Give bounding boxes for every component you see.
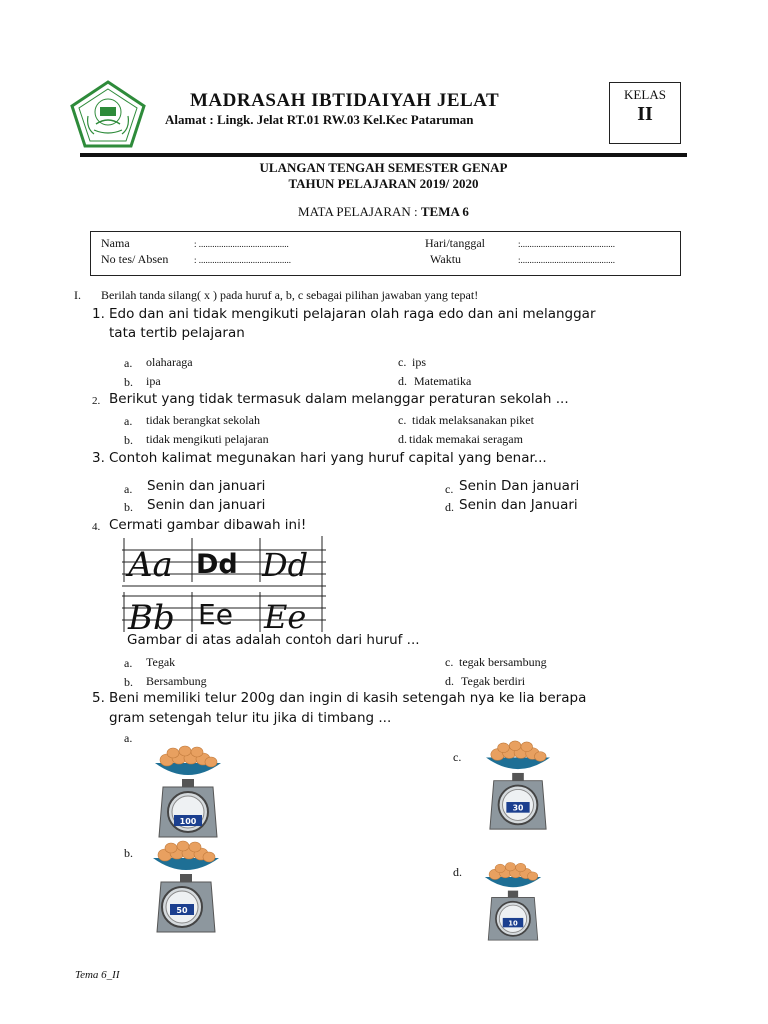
question-4-text-cont: Gambar di atas adalah contoh dari huruf ... [127, 632, 420, 648]
egg-scale-10-icon [478, 858, 548, 948]
q3-option-d-text: Senin dan Januari [459, 497, 578, 513]
question-5-number: 5. [92, 690, 105, 706]
egg-scale-50-icon [145, 840, 227, 937]
test-number-field[interactable]: : ......................................... [194, 255, 292, 265]
q4-option-d-text: Tegak berdiri [461, 674, 526, 688]
letter-dd-cursive: Dd [262, 546, 309, 584]
q4-option-d-letter[interactable]: d. [445, 674, 454, 688]
time-label: Waktu [430, 252, 462, 266]
subject-label: MATA PELAJARAN : [298, 204, 421, 219]
q1-option-b-text: ipa [146, 374, 161, 388]
name-label: Nama [101, 236, 130, 250]
q1-option-a-letter[interactable]: a. [124, 356, 133, 370]
section-instruction: Berilah tanda silang( x ) pada huruf a, b, c sebagai pilihan jawaban yang tepat! [101, 288, 479, 302]
class-value: II [637, 103, 653, 125]
name-field[interactable]: : ........................................ [194, 239, 289, 249]
q1-option-c-text: ips [412, 355, 427, 369]
exam-title-line2: TAHUN PELAJARAN 2019/ 2020 [288, 176, 479, 191]
time-field[interactable]: :.......................................... [518, 255, 616, 265]
scale-c-value: 30 [512, 803, 524, 813]
q4-option-c-text: tegak bersambung [459, 655, 547, 669]
question-5-text-cont: gram setengah telur itu jika di timbang ... [109, 710, 392, 726]
class-box [609, 82, 681, 144]
section-number: I. [74, 288, 81, 302]
q1-option-a-text: olaharaga [146, 355, 193, 369]
egg-scale-30-icon [478, 740, 558, 834]
q5-option-d-letter[interactable]: d. [453, 865, 462, 879]
scale-b-value: 50 [176, 906, 188, 915]
question-5-text: Beni memiliki telur 200g dan ingin di kasih setengah nya ke lia berapa [109, 690, 587, 706]
q2-option-d-text: tidak memakai seragam [409, 432, 523, 446]
date-field[interactable]: :.......................................... [518, 239, 616, 249]
q2-option-b-letter[interactable]: b. [124, 433, 133, 447]
q2-option-c-text: tidak melaksanakan piket [412, 413, 534, 427]
q1-option-b-letter[interactable]: b. [124, 375, 133, 389]
letter-bb-cursive: Bb [128, 598, 175, 636]
letter-ee-cursive: Ee [264, 598, 307, 636]
q4-option-a-letter[interactable]: a. [124, 656, 133, 670]
question-1-number: 1. [92, 306, 105, 322]
q5-option-a-letter[interactable]: a. [124, 731, 133, 745]
school-address: Alamat : Lingk. Jelat RT.01 RW.03 Kel.Kec Pataruman [165, 112, 474, 127]
q1-option-d-letter[interactable]: d. [398, 374, 407, 388]
question-4-number: 4. [92, 521, 101, 533]
egg-scale-100-icon [147, 745, 229, 842]
question-2-number: 2. [92, 395, 101, 407]
q3-option-b-text: Senin dan januari [147, 497, 266, 513]
q2-option-a-text: tidak berangkat sekolah [146, 413, 260, 427]
q2-option-b-text: tidak mengikuti pelajaran [146, 432, 269, 446]
question-2-text: Berikut yang tidak termasuk dalam melanggar peraturan sekolah ... [109, 391, 569, 407]
q4-option-b-letter[interactable]: b. [124, 675, 133, 689]
letter-aa-cursive: Aa [128, 545, 173, 585]
school-name: MADRASAH IBTIDAIYAH JELAT [190, 90, 500, 111]
q1-option-d-text: Matematika [414, 374, 472, 388]
test-number-label: No tes/ Absen [101, 252, 169, 266]
subject-line [80, 204, 687, 220]
question-4-text: Cermati gambar dibawah ini! [109, 517, 307, 533]
question-3-number: 3. [92, 450, 105, 466]
q1-option-c-letter[interactable]: c. [398, 355, 407, 369]
q2-option-a-letter[interactable]: a. [124, 414, 133, 428]
date-label: Hari/tanggal [425, 236, 485, 250]
question-1-text: Edo dan ani tidak mengikuti pelajaran olah raga edo dan ani melanggar [109, 306, 596, 322]
q4-option-b-text: Bersambung [146, 674, 207, 688]
page-footer: Tema 6_II [75, 969, 120, 981]
q3-option-b-letter[interactable]: b. [124, 500, 133, 514]
handwriting-letters-image [122, 536, 326, 636]
school-logo-icon [70, 80, 146, 148]
q2-option-d-letter[interactable]: d. [398, 432, 407, 446]
q5-option-b-letter[interactable]: b. [124, 846, 133, 860]
q3-option-a-letter[interactable]: a. [124, 482, 133, 496]
class-label: KELAS [624, 87, 666, 102]
question-1-text-cont: tata tertib pelajaran [109, 325, 245, 341]
header-divider [80, 153, 687, 157]
letter-ee-print: Ee [198, 598, 233, 631]
question-3-text: Contoh kalimat megunakan hari yang huruf capital yang benar... [109, 450, 547, 466]
q3-option-a-text: Senin dan januari [147, 478, 266, 494]
q5-option-c-letter[interactable]: c. [453, 750, 462, 764]
scale-a-value: 100 [179, 817, 197, 826]
q2-option-c-letter[interactable]: c. [398, 413, 407, 427]
student-info-box [90, 231, 681, 276]
letter-dd-print: Dd [196, 549, 238, 580]
q3-option-c-text: Senin Dan januari [459, 478, 580, 494]
subject-value: TEMA 6 [420, 204, 469, 219]
scale-d-value: 10 [508, 919, 518, 928]
exam-title-line1: ULANGAN TENGAH SEMESTER GENAP [259, 160, 508, 175]
q4-option-a-text: Tegak [146, 655, 176, 669]
q4-option-c-letter[interactable]: c. [445, 655, 454, 669]
q3-option-c-letter[interactable]: c. [445, 482, 454, 496]
q3-option-d-letter[interactable]: d. [445, 500, 454, 514]
